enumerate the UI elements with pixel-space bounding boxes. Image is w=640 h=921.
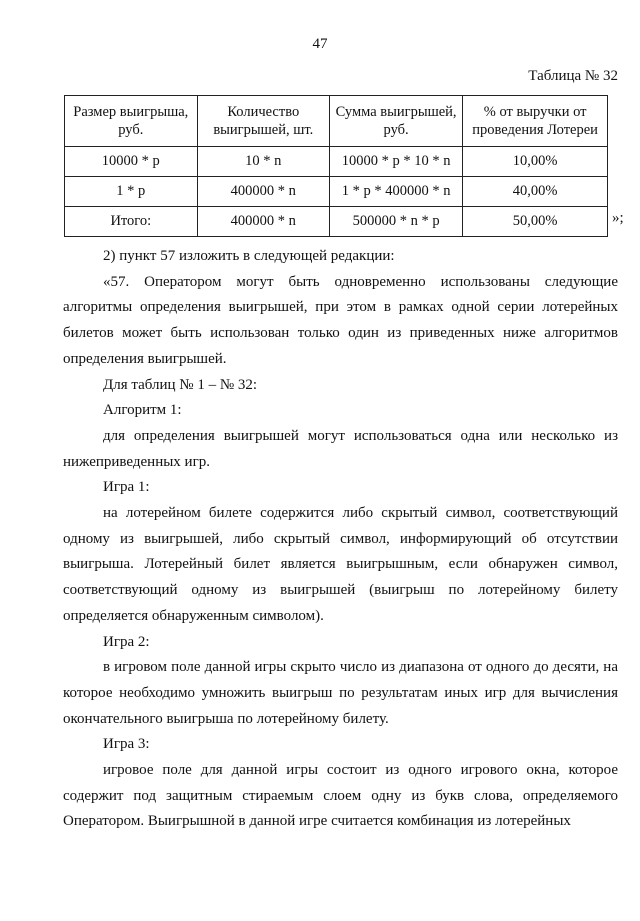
paragraph: Игра 1:: [103, 479, 150, 496]
paragraph: в игровом поле данной игры скрыто число из диапазона от одного до десяти, на которое необходимо умножить выигрыш по результатам иных игр для вычисления окончательного выигрыша по лотерейному билету.: [63, 659, 618, 727]
paragraph: Для таблиц № 1 – № 32:: [103, 376, 258, 393]
table-cell: 10000 * p * 10 * n: [329, 147, 462, 177]
table-row: [65, 177, 608, 207]
table-total-row: [65, 207, 608, 237]
paragraph: 2) пункт 57 изложить в следующей редакции:: [103, 248, 395, 264]
header-prize-sum: Сумма выигрышей, руб.: [329, 96, 462, 147]
table-cell: 1 * p: [65, 177, 198, 207]
header-prize-count: Количество выигрышей, шт.: [197, 96, 329, 147]
table-cell: 10 * n: [197, 147, 329, 177]
table-cell: 10000 * p: [65, 147, 198, 177]
header-prize-size: Размер выигрыша, руб.: [65, 96, 198, 147]
table-cell: 40,00%: [463, 177, 608, 207]
paragraph: Игра 2:: [103, 633, 150, 650]
table-cell: 50,00%: [463, 207, 608, 237]
table-cell: 400000 * n: [197, 177, 329, 207]
page-number: 47: [312, 36, 328, 52]
table-cell: 500000 * n * p: [329, 207, 462, 237]
table-row: [65, 147, 608, 177]
table-cell: 10,00%: [463, 147, 608, 177]
paragraph: Алгоритм 1:: [103, 402, 182, 419]
table-caption: Таблица № 32: [528, 68, 618, 84]
document-body: [63, 244, 618, 835]
table-closing-mark: »;: [612, 210, 624, 226]
prize-table: [64, 95, 608, 237]
paragraph: для определения выигрышей могут использоваться одна или несколько из нижеприведенных игр.: [63, 427, 618, 470]
paragraph: «57. Оператором могут быть одновременно использованы следующие алгоритмы определения выигрышей, при этом в рамках одной серии лотерейных билетов может быть использован только один из приведенных ниже алгоритмов определения выигрышей.: [63, 273, 618, 367]
paragraph: на лотерейном билете содержится либо скрытый символ, соответствующий одному из выигрышей, либо скрытый символ, информирующий об отсутствии выигрыша. Лотерейный билет является выигрышным, если обнаружен символ, соответствующий одному из выигрышей (выигрыш по лотерейному билету определяется обнаруженным символом).: [63, 505, 618, 624]
header-revenue-percent: % от выручки от проведения Лотереи: [463, 96, 608, 147]
table-header-row: [65, 96, 608, 147]
table-cell: 1 * p * 400000 * n: [329, 177, 462, 207]
table-cell: 400000 * n: [197, 207, 329, 237]
paragraph: игровое поле для данной игры состоит из одного игрового окна, которое содержит под защитным стираемым слоем одну из букв слова, определяемого Оператором. Выигрышной в данной игре считается комбинация из лотерейных: [63, 762, 618, 830]
paragraph: Игра 3:: [103, 736, 150, 753]
table-cell: Итого:: [65, 207, 198, 237]
